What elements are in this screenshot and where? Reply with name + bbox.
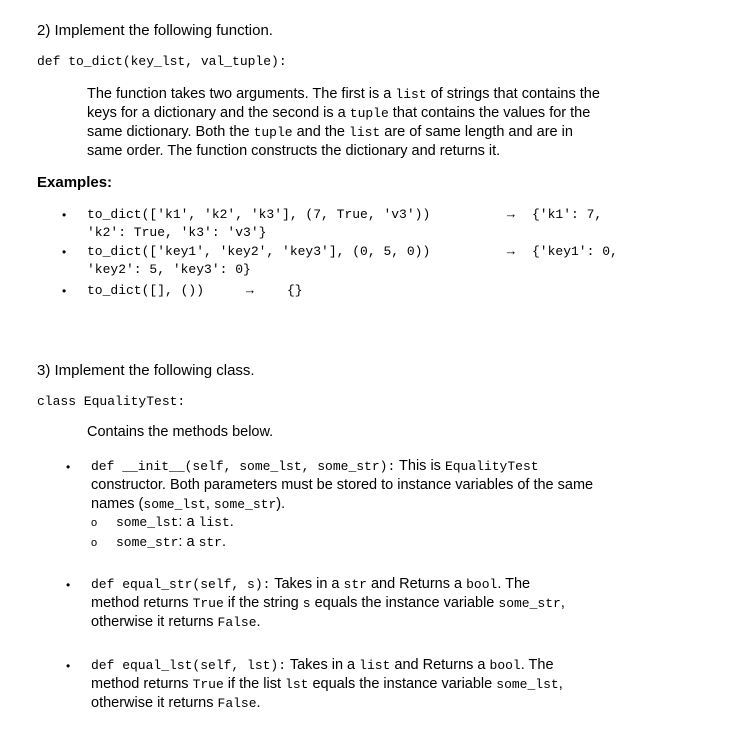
section3-heading: 3) Implement the following class.: [37, 362, 255, 379]
equal-lst-method-description: def equal_lst(self, lst): Takes in a list and Returns a bool. The method returns True if the list lst equals the instance variable some_lst, otherwise it returns False.: [91, 657, 563, 711]
example-result-cont: 'k2': True, 'k3': 'v3'}: [87, 225, 267, 240]
param-some-lst: some_lst: a list.: [116, 514, 234, 530]
bullet: •: [66, 460, 71, 474]
arrow-icon: →: [507, 207, 515, 222]
arrow-icon: →: [246, 283, 254, 298]
example-result: {}: [287, 283, 303, 298]
bullet: •: [62, 208, 67, 222]
bullet: •: [66, 659, 71, 673]
example-call: to_dict(['key1', 'key2', 'key3'], (0, 5, 0)): [87, 244, 431, 259]
param-some-str: some_str: a str.: [116, 534, 227, 550]
example-result: {'key1': 0,: [532, 244, 618, 259]
sub-bullet: o: [91, 517, 98, 529]
bullet: •: [66, 578, 71, 592]
examples-label: Examples:: [37, 174, 113, 191]
section3-signature: class EqualityTest:: [37, 394, 186, 409]
section2-signature: def to_dict(key_lst, val_tuple):: [37, 54, 287, 69]
example-call: to_dict(['k1', 'k2', 'k3'], (7, True, 'v3')): [87, 207, 431, 222]
sub-bullet: o: [91, 537, 98, 549]
section3-intro: Contains the methods below.: [87, 424, 274, 440]
equal-str-method-description: def equal_str(self, s): Takes in a str and Returns a bool. The method returns True if the string s equals the instance variable some_str, otherwise it returns False.: [91, 576, 565, 630]
section2-heading: 2) Implement the following function.: [37, 22, 273, 39]
init-method-description: def __init__(self, some_lst, some_str): This is EqualityTest constructor. Both parameters must be stored to instance variables of the same names (some_lst, some_str).: [91, 458, 594, 512]
section2-description: The function takes two arguments. The first is a list of strings that contains the keys for a dictionary and the second is a tuple that contains the values for the same dictionary. Both the tuple and the list are of same length and are in same order. The function constructs the dictionary and returns it.: [87, 86, 600, 159]
example-result-cont: 'key2': 5, 'key3': 0}: [87, 262, 251, 277]
bullet: •: [62, 284, 67, 298]
example-result: {'k1': 7,: [532, 207, 603, 222]
arrow-icon: →: [507, 244, 515, 259]
example-call: to_dict([], ()): [87, 283, 205, 298]
bullet: •: [62, 245, 67, 259]
